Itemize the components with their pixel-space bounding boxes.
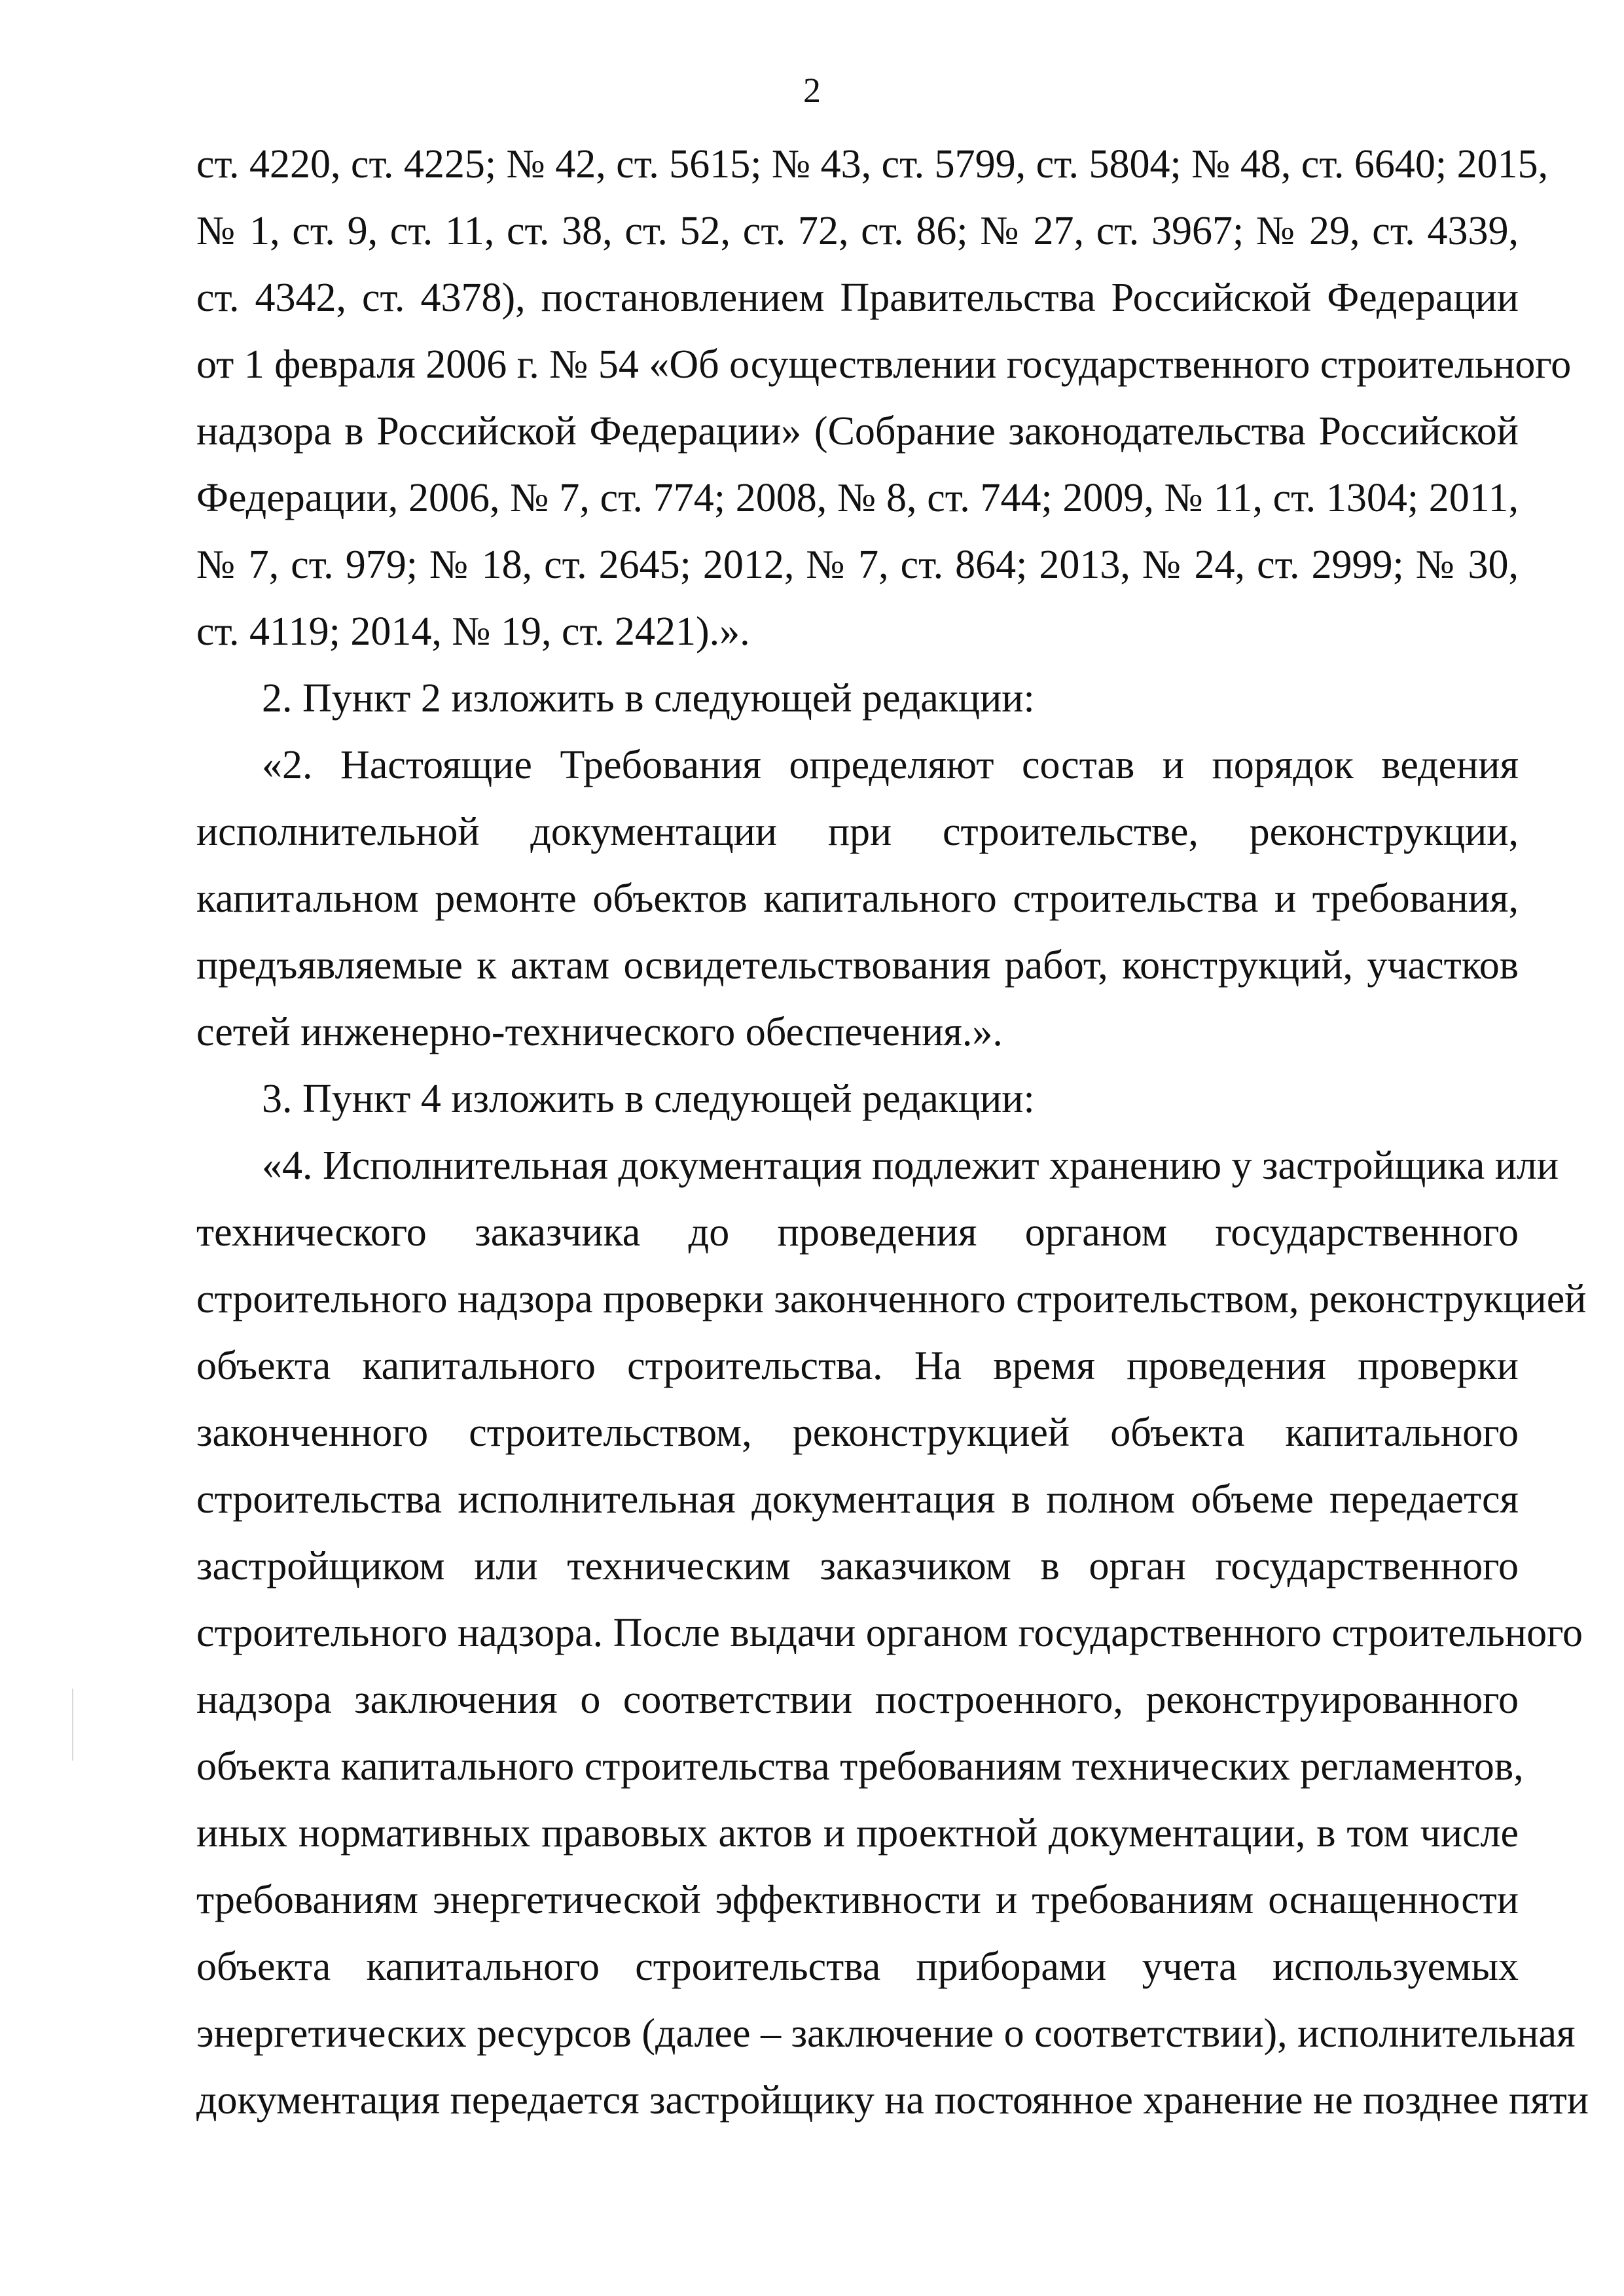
text-line: капитальном ремонте объектов капитального строительства и требования, bbox=[196, 876, 1519, 921]
text-line: Федерации, 2006, № 7, ст. 774; 2008, № 8, ст. 744; 2009, № 11, ст. 1304; 2011, bbox=[196, 476, 1519, 520]
text-line: ст. 4220, ст. 4225; № 42, ст. 5615; № 43, ст. 5799, ст. 5804; № 48, ст. 6640; 2015, bbox=[196, 142, 1549, 187]
text-line: ст. 4119; 2014, № 19, ст. 2421).». bbox=[196, 609, 750, 654]
text-line: объекта капитального строительства приборами учета используемых bbox=[196, 1945, 1519, 1989]
text-line: требованиям энергетической эффективности и требованиям оснащенности bbox=[196, 1878, 1519, 1922]
text-line: от 1 февраля 2006 г. № 54 «Об осуществлении государственного строительного bbox=[196, 342, 1572, 387]
document-body bbox=[196, 131, 1589, 2134]
text-line: предъявляемые к актам освидетельствования работ, конструкций, участков bbox=[196, 943, 1519, 988]
paragraph-heading: 2. Пункт 2 изложить в следующей редакции: bbox=[262, 676, 1035, 721]
text-line: надзора заключения о соответствии построенного, реконструированного bbox=[196, 1677, 1519, 1722]
text-line: законченного строительством, реконструкцией объекта капитального bbox=[196, 1410, 1519, 1455]
text-line: энергетических ресурсов (далее – заключение о соответствии), исполнительная bbox=[196, 2011, 1576, 2056]
page-number: 2 bbox=[803, 71, 821, 110]
text-line: «2. Настоящие Требования определяют состав и порядок ведения bbox=[262, 743, 1519, 787]
text-line: застройщиком или техническим заказчиком в орган государственного bbox=[196, 1544, 1519, 1588]
text-line: строительного надзора проверки законченного строительством, реконструкцией bbox=[196, 1277, 1587, 1321]
text-line: иных нормативных правовых актов и проектной документации, в том числе bbox=[196, 1811, 1519, 1856]
paragraph-heading: 3. Пункт 4 изложить в следующей редакции: bbox=[262, 1077, 1035, 1121]
text-line: документация передается застройщику на постоянное хранение не позднее пяти bbox=[196, 2078, 1589, 2123]
text-line: объекта капитального строительства требованиям технических регламентов, bbox=[196, 1744, 1524, 1789]
scan-margin-mark bbox=[72, 1689, 73, 1761]
text-line: строительного надзора. После выдачи органом государственного строительного bbox=[196, 1611, 1583, 1655]
text-line: № 1, ст. 9, ст. 11, ст. 38, ст. 52, ст. 72, ст. 86; № 27, ст. 3967; № 29, ст. 4339, bbox=[196, 209, 1519, 253]
text-line: сетей инженерно-технического обеспечения.». bbox=[196, 1010, 1003, 1054]
text-line: № 7, ст. 979; № 18, ст. 2645; 2012, № 7, ст. 864; 2013, № 24, ст. 2999; № 30, bbox=[196, 543, 1519, 587]
text-line: объекта капитального строительства. На время проведения проверки bbox=[196, 1344, 1519, 1388]
text-line: ст. 4342, ст. 4378), постановлением Правительства Российской Федерации bbox=[196, 276, 1519, 320]
text-line: исполнительной документации при строительстве, реконструкции, bbox=[196, 810, 1519, 854]
text-line: технического заказчика до проведения органом государственного bbox=[196, 1210, 1519, 1255]
text-line: строительства исполнительная документация в полном объеме передается bbox=[196, 1477, 1519, 1522]
text-line: надзора в Российской Федерации» (Собрание законодательства Российской bbox=[196, 409, 1519, 454]
text-line: «4. Исполнительная документация подлежит хранению у застройщика или bbox=[262, 1143, 1559, 1188]
